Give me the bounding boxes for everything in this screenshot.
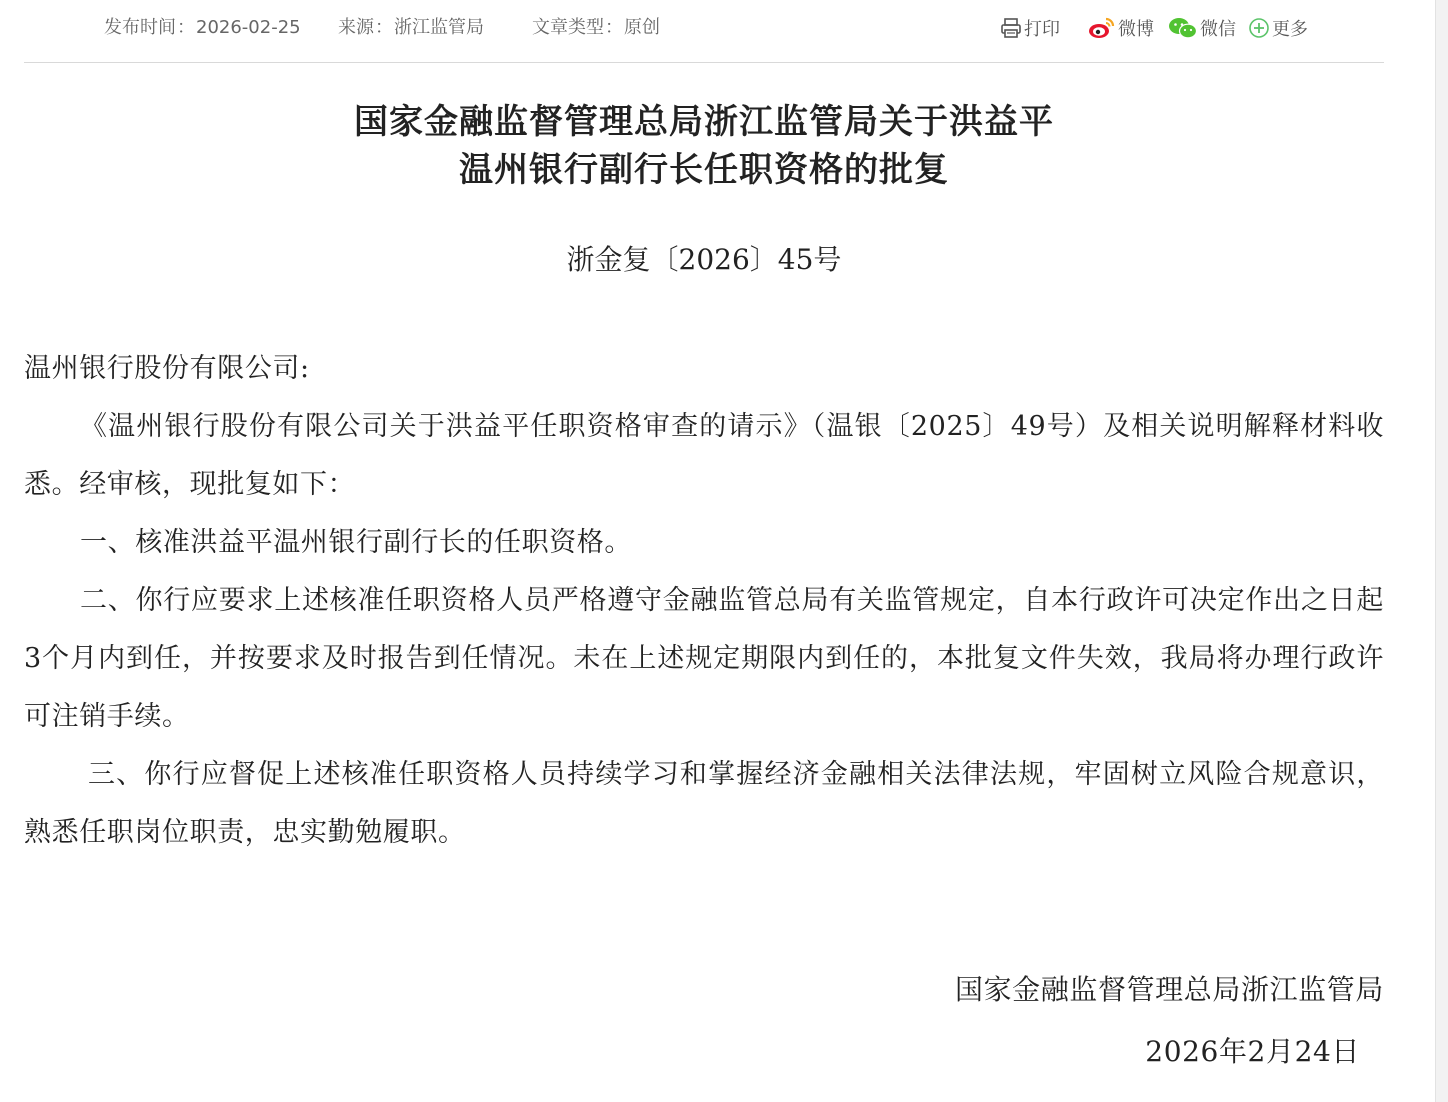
weibo-label: 微博 bbox=[1118, 19, 1154, 40]
document-title-line-1: 国家金融监督管理总局浙江监管局关于洪益平 bbox=[354, 102, 1054, 142]
item-2-paragraph: 二、你行应要求上述核准任职资格人员严格遵守金融监管总局有关监管规定，自本行政许可决定作出之日起3个月内到任，并按要求及时报告到任情况。未在上述规定期限内到任的，本批复文件失效，我局将办理行政许可注销手续。 bbox=[24, 585, 1384, 732]
type-colon: ： bbox=[605, 17, 623, 38]
share-more-button[interactable] bbox=[1248, 14, 1308, 42]
weibo-icon bbox=[1088, 16, 1116, 40]
share-wechat-button[interactable] bbox=[1168, 14, 1236, 42]
item-1-paragraph: 一、核准洪益平温州银行副行长的任职资格。 bbox=[80, 527, 632, 558]
signatory: 国家金融监督管理总局浙江监管局 bbox=[954, 973, 1384, 1006]
source-label: 来源 bbox=[338, 17, 374, 38]
print-label: 打印 bbox=[1024, 19, 1060, 40]
print-button[interactable] bbox=[1000, 14, 1060, 42]
publish-time bbox=[104, 16, 301, 40]
type-value: 原创 bbox=[624, 17, 660, 38]
addressee: 温州银行股份有限公司: bbox=[24, 353, 310, 384]
article-meta-bar bbox=[24, 0, 1384, 63]
printer-icon bbox=[1000, 17, 1022, 39]
share-weibo-button[interactable] bbox=[1088, 14, 1154, 42]
source-colon: ： bbox=[375, 17, 393, 38]
publish-time-colon: ： bbox=[177, 17, 195, 38]
publish-time-value: 2026-02-25 bbox=[196, 17, 301, 38]
wechat-icon bbox=[1168, 16, 1198, 40]
wechat-label: 微信 bbox=[1200, 19, 1236, 40]
publish-time-label: 发布时间 bbox=[104, 17, 176, 38]
item-3-paragraph: 三、你行应督促上述核准任职资格人员持续学习和掌握经济金融相关法律法规，牢固树立风险合规意识，熟悉任职岗位职责，忠实勤勉履职。 bbox=[24, 759, 1384, 848]
source-value: 浙江监管局 bbox=[394, 17, 484, 38]
intro-paragraph: 《温州银行股份有限公司关于洪益平任职资格审查的请示》（温银〔2025〕49号）及相关说明解释材料收悉。经审核，现批复如下： bbox=[24, 411, 1384, 500]
document-title-line-2: 温州银行副行长任职资格的批复 bbox=[459, 150, 949, 190]
signature-date: 2026年2月24日 bbox=[1145, 1035, 1360, 1068]
plus-circle-icon bbox=[1248, 17, 1270, 39]
more-label: 更多 bbox=[1272, 19, 1308, 40]
scrollbar-track[interactable] bbox=[1435, 0, 1448, 1102]
article-type bbox=[532, 16, 660, 40]
type-label: 文章类型 bbox=[532, 17, 604, 38]
article-source bbox=[338, 16, 484, 40]
document-number: 浙金复〔2026〕45号 bbox=[566, 243, 842, 276]
